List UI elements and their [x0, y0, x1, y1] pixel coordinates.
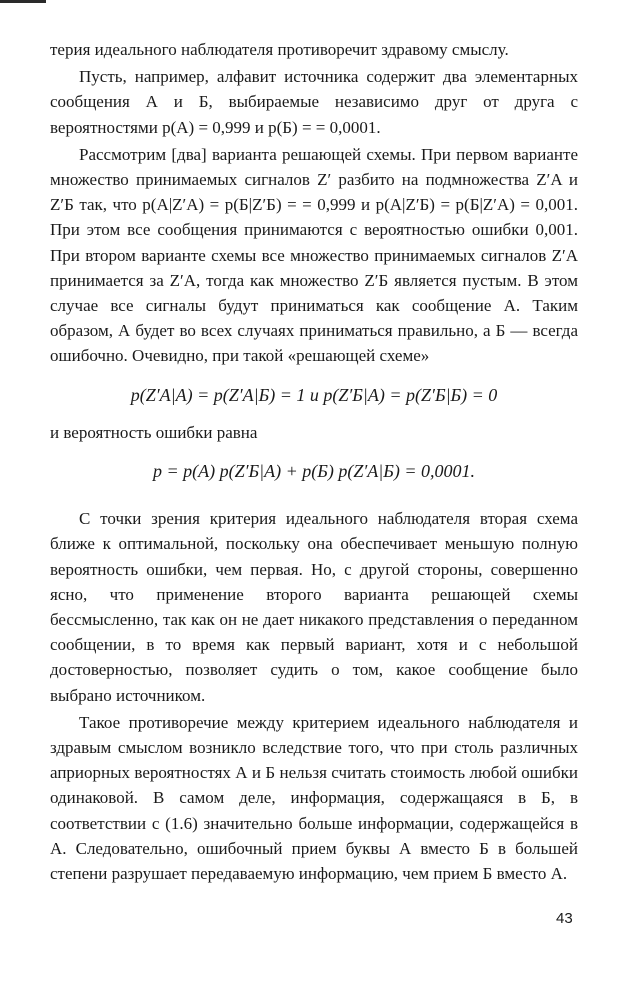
paragraph-1: терия идеального наблюдателя противоречит здравому смыслу. [50, 40, 509, 59]
paragraph-3: Рассмотрим [два] варианта решающей схемы. При первом варианте множество принимаемых сигналов Z′ разбито на подмножества Z′A и Z′Б так, что p(A|Z′A) = p(Б|Z′Б) = = 0,999 и p(A|Z′Б) = p(Б|Z′A) = 0,001. При этом все сообщения принимаются с вероятностью ошибки 0,001. При втором варианте схемы все множество принимаемых сигналов Z′A принимается за Z′A, тогда как множество Z′Б является пустым. В этом случае все сигналы будут приниматься как сообщение А. Таким образом, А будет во всех случаях приниматься правильно, а Б — всегда ошибочно. Очевидно, при такой «решающей схеме» [50, 144, 578, 366]
page-number: 43 [556, 910, 573, 927]
formula-1: p(Z′A|A) = p(Z′A|Б) = 1 и p(Z′Б|A) = p(Z′Б|Б) = 0 [130, 384, 498, 405]
paragraph-6: Такое противоречие между критерием идеального наблюдателя и здравым смыслом возникло вследствие того, что при столь различных априорных вероятностях А и Б нельзя считать стоимость любой ошибки одинаковой. В самом деле, информация, содержащаяся в Б, в соответствии с (1.6) значительно больше информации, содержащейся в А. Следовательно, ошибочный прием буквы А вместо Б в большей степени разрушает передаваемую информацию, чем прием Б вместо А. [50, 712, 578, 884]
paragraph-2: Пусть, например, алфавит источника содержит два элементарных сообщения А и Б, выбираемые независимо друг от друга с вероятностями p(A) = 0,999 и p(Б) = = 0,0001. [50, 67, 578, 137]
page-body [50, 37, 578, 886]
paragraph-4: и вероятность ошибки равна [50, 422, 258, 442]
paragraph-5: С точки зрения критерия идеального наблюдателя вторая схема ближе к оптимальной, поскольку она обеспечивает меньшую полную вероятность ошибки, чем первая. Но, с другой стороны, совершенно ясно, что применение второго варианта решающей схемы бессмысленно, так как он не дает никакого представления о переданном сообщении, в то время как первый вариант, хотя и с небольшой достоверностью, позволяет судить о том, какое сообщение было выбрано источником. [50, 509, 578, 705]
scan-edge-mark [0, 0, 46, 3]
formula-2: p = p(A) p(Z′Б|A) + p(Б) p(Z′A|Б) = 0,0001. [152, 461, 476, 482]
